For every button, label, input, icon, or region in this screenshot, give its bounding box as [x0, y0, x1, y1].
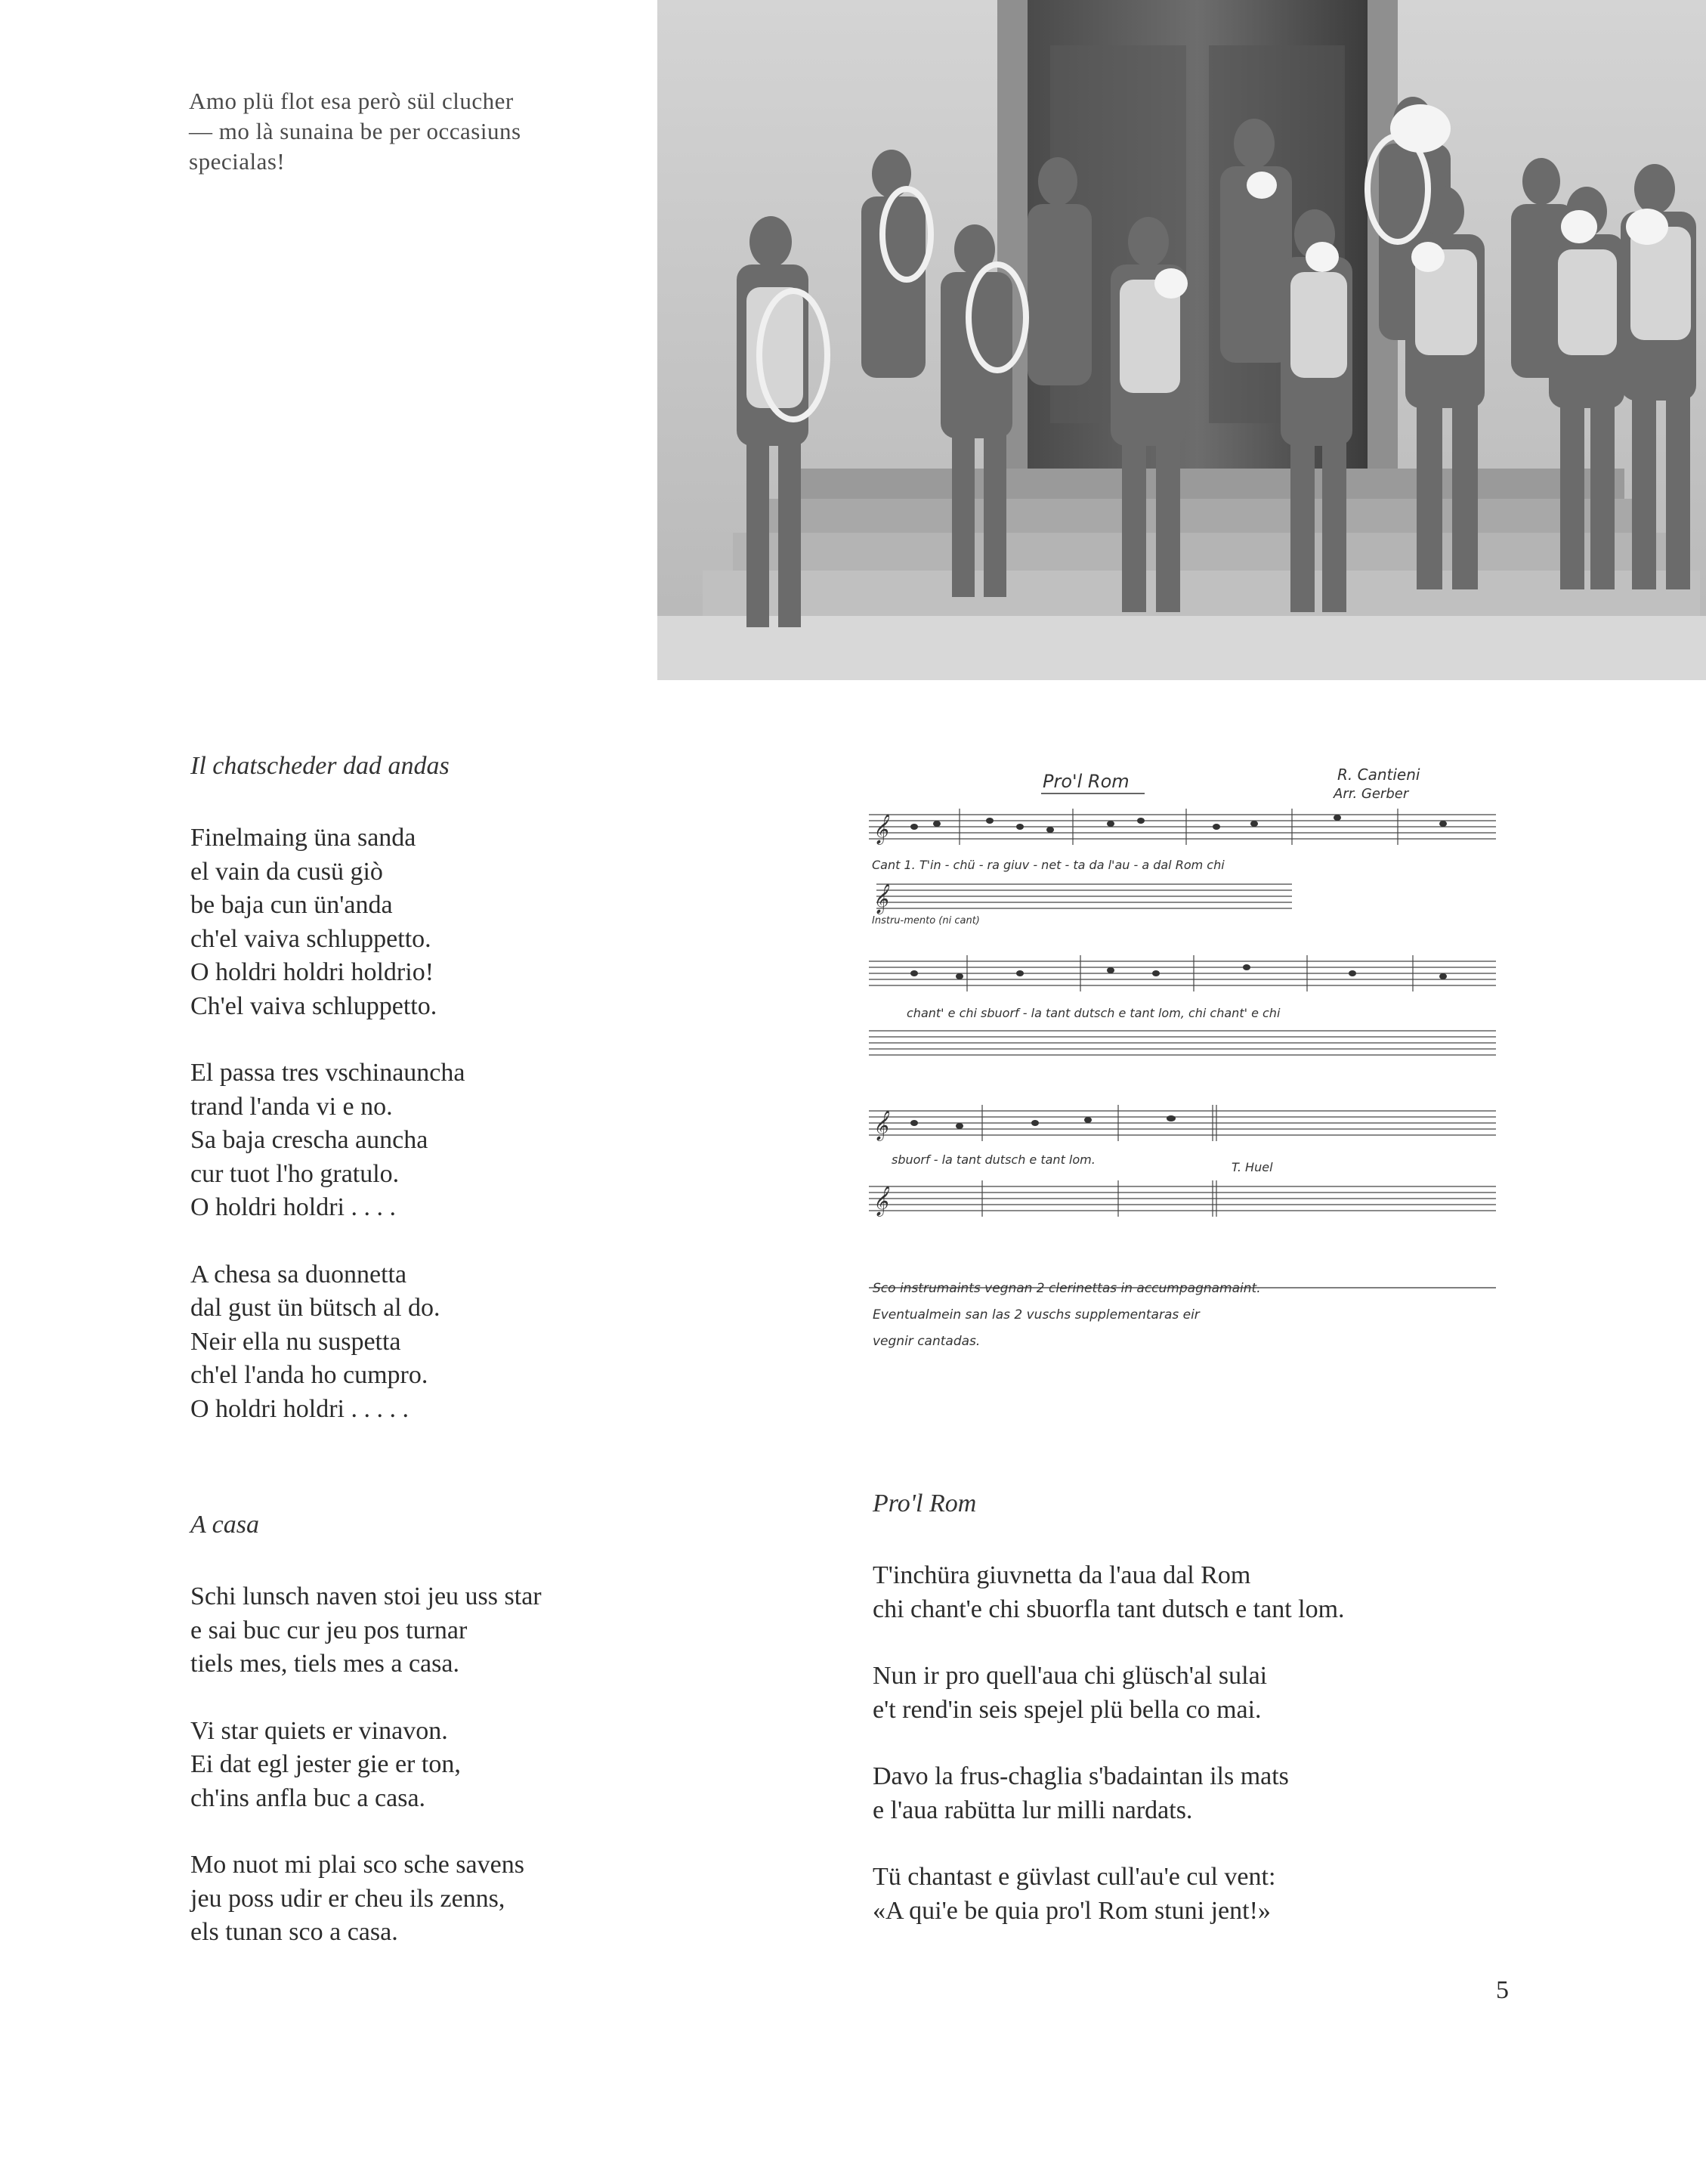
stanza	[190, 1258, 465, 1427]
poem-line: chi chant'e chi sbuorfla tant dutsch e tant lom.	[873, 1595, 1345, 1623]
poem-line: Neir ella nu suspetta	[190, 1327, 401, 1356]
poem-line: e't rend'in seis spejel plü bella co mai.	[873, 1695, 1262, 1724]
poem-a-casa	[190, 1508, 542, 1983]
poem-line: Tü chantast e güvlast cull'au'e cul vent:	[873, 1863, 1276, 1891]
poem-line: Sa baja crescha auncha	[190, 1126, 428, 1154]
score-signature: T. Huel	[1232, 1160, 1273, 1174]
poem-line: ch'ins anfla buc a casa.	[190, 1783, 426, 1812]
treble-clef: 𝄞	[873, 1186, 889, 1216]
poem-line: el vain da cusü giò	[190, 857, 383, 886]
poem-line: Ei dat egl jester gie er ton,	[190, 1750, 461, 1778]
stanza	[873, 1559, 1345, 1626]
poem-line: O holdri holdri . . . .	[190, 1193, 396, 1221]
poem-line: cur tuot l'ho gratulo.	[190, 1159, 400, 1188]
score-sheet	[869, 763, 1511, 1360]
poem-il-chatscheder	[190, 750, 465, 1459]
poem-line: e sai buc cur jeu pos turnar	[190, 1616, 468, 1644]
poem-line: jeu poss udir er cheu ils zenns,	[190, 1884, 505, 1913]
poem-line: e l'aua rabütta lur milli nardats.	[873, 1796, 1193, 1824]
poem-pro-l-rom	[873, 1487, 1345, 1961]
poem-line: El passa tres vschinauncha	[190, 1059, 465, 1087]
score-arranger: Arr. Gerber	[1334, 786, 1409, 802]
poem-line: Ch'el vaiva schluppetto.	[190, 991, 437, 1020]
poem-line: dal gust ün bütsch al do.	[190, 1294, 440, 1322]
score-note-1: Sco instrumaints vegnan 2 clerinettas in accumpagnamaint.	[873, 1281, 1261, 1296]
poem-line: be baja cun ün'anda	[190, 891, 393, 919]
poem-line: Nun ir pro quell'aua chi glüsch'al sulai	[873, 1662, 1268, 1690]
score-note-3: vegnir cantadas.	[873, 1334, 981, 1349]
poem-line: Davo la frus-chaglia s'badaintan ils mats	[873, 1762, 1289, 1790]
stanza	[190, 1848, 542, 1950]
handwritten-score	[869, 763, 1511, 1360]
poem-line: Vi star quiets er vinavon.	[190, 1716, 448, 1745]
stanza	[190, 821, 465, 1023]
stanza	[190, 1056, 465, 1225]
score-note-2: Eventualmein san las 2 vuschs supplementaras eir	[873, 1307, 1200, 1322]
treble-clef: 𝄞	[873, 1110, 889, 1140]
stanza	[873, 1660, 1345, 1727]
score-composer: R. Cantieni	[1337, 766, 1420, 784]
poem-line: Mo nuot mi plai sco sche savens	[190, 1851, 524, 1879]
stanza	[190, 1580, 542, 1681]
caption-line: specialas!	[189, 148, 286, 175]
treble-clef: 𝄞	[873, 883, 889, 914]
stanza	[873, 1760, 1345, 1827]
score-lyrics-2: chant' e chi sbuorf - la tant dutsch e tant lom, chi chant' e chi	[907, 1006, 1281, 1020]
photo-illustration	[657, 0, 1706, 680]
poem-title: Il chatscheder dad andas	[190, 752, 450, 780]
score-lyrics-3: sbuorf - la tant dutsch e tant lom.	[892, 1152, 1096, 1167]
stanza	[190, 1715, 542, 1816]
poem-line: trand l'anda vi e no.	[190, 1092, 393, 1121]
poem-title: Pro'l Rom	[873, 1490, 977, 1517]
poem-line: T'inchüra giuvnetta da l'aua dal Rom	[873, 1561, 1251, 1589]
treble-clef: 𝄞	[873, 814, 889, 844]
score-instrument-label: Instru-mento (ni cant)	[872, 915, 980, 926]
poem-line: els tunan sco a casa.	[190, 1918, 398, 1946]
photo-brass-band	[657, 0, 1706, 680]
page-number: 5	[1496, 1976, 1509, 2004]
score-title: Pro'l Rom	[1043, 771, 1130, 792]
poem-line: tiels mes, tiels mes a casa.	[190, 1650, 459, 1678]
caption-line: Amo plü flot esa però sül clucher	[189, 88, 514, 114]
poem-title: A casa	[190, 1511, 259, 1539]
photo-caption	[189, 86, 612, 177]
poem-line: ch'el vaiva schluppetto.	[190, 924, 431, 953]
poem-line: O holdri holdri holdrio!	[190, 958, 434, 986]
staff-system-2	[869, 955, 1496, 1055]
poem-line: Schi lunsch naven stoi jeu uss star	[190, 1582, 542, 1610]
poem-line: ch'el l'anda ho cumpro.	[190, 1361, 428, 1389]
poem-line: O holdri holdri . . . . .	[190, 1394, 409, 1423]
stanza	[873, 1861, 1345, 1928]
poem-line: «A qui'e be quia pro'l Rom stuni jent!»	[873, 1896, 1271, 1925]
poem-line: A chesa sa duonnetta	[190, 1260, 407, 1288]
caption-line: — mo là sunaina be per occasiuns	[189, 118, 521, 144]
score-lyrics-1: Cant 1. T'in - chü - ra giuv - net - ta da l'au - a dal Rom chi	[872, 858, 1225, 872]
poem-line: Finelmaing üna sanda	[190, 824, 416, 852]
